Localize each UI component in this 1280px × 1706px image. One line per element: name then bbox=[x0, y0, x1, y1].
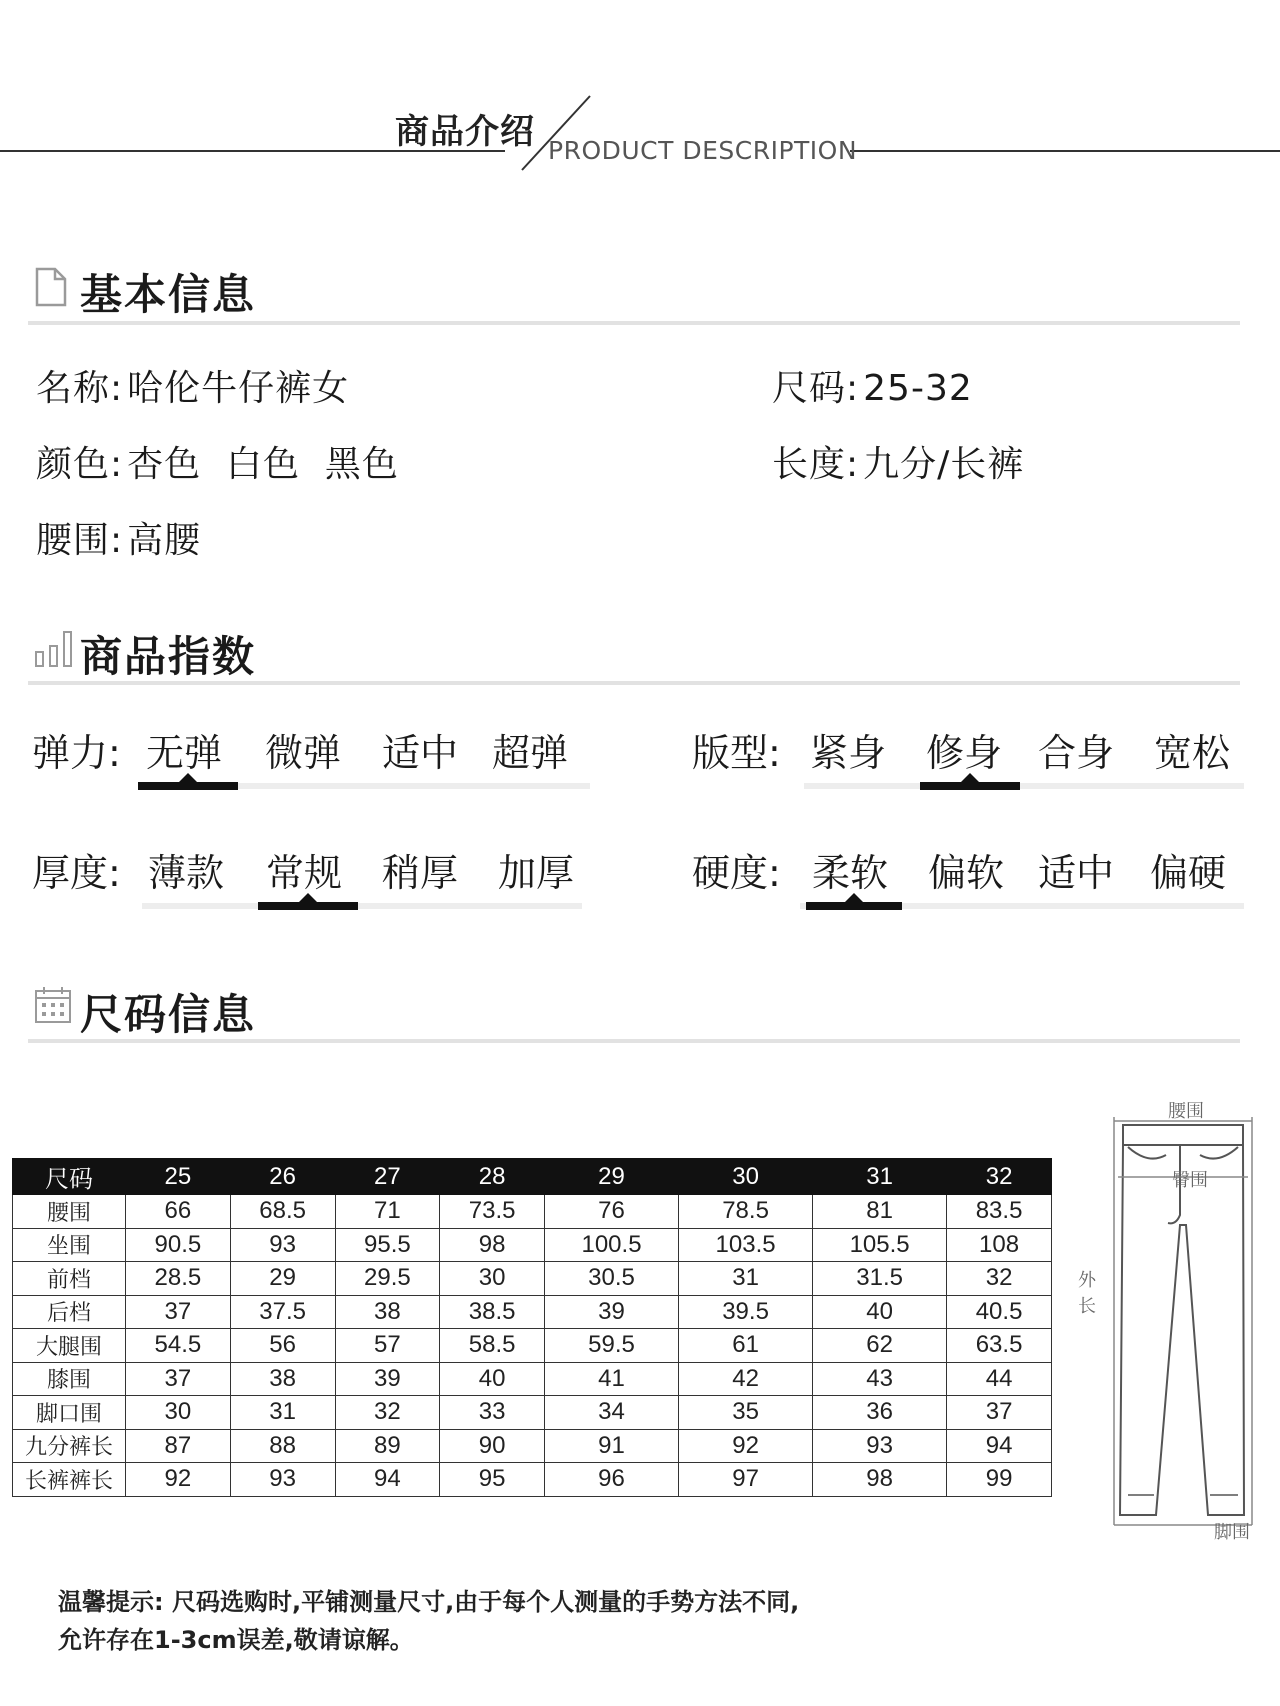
table-cell: 96 bbox=[545, 1463, 679, 1497]
index-option-thickness-2: 稍厚 bbox=[382, 851, 459, 895]
table-cell: 39 bbox=[335, 1362, 440, 1396]
table-row-label: 腰围 bbox=[13, 1195, 126, 1229]
bar-chart-icon bbox=[34, 628, 74, 668]
size-table-header-cell: 27 bbox=[335, 1159, 440, 1195]
table-cell: 57 bbox=[335, 1329, 440, 1363]
table-row bbox=[13, 1429, 1052, 1463]
section-title-basic: 基本信息 bbox=[80, 270, 257, 319]
info-name-value: 哈伦牛仔裤女 bbox=[127, 368, 350, 409]
table-cell: 98 bbox=[813, 1463, 947, 1497]
index-option-fit-1: 修身 bbox=[926, 731, 1003, 775]
info-length-value: 九分/长裤 bbox=[863, 444, 1025, 485]
table-row-label: 膝围 bbox=[13, 1362, 126, 1396]
size-table-header-cell: 26 bbox=[230, 1159, 335, 1195]
table-cell: 37 bbox=[126, 1295, 231, 1329]
table-cell: 93 bbox=[230, 1463, 335, 1497]
tip-line-1: 温馨提示: 尺码选购时,平铺测量尺寸,由于每个人测量的手势方法不同, bbox=[58, 1588, 800, 1616]
section-title-index: 商品指数 bbox=[80, 632, 257, 681]
table-cell: 41 bbox=[545, 1362, 679, 1396]
info-length-label: 长度: bbox=[772, 444, 860, 485]
table-cell: 91 bbox=[545, 1429, 679, 1463]
table-cell: 63.5 bbox=[947, 1329, 1052, 1363]
index-option-thickness-0: 薄款 bbox=[148, 851, 225, 895]
pants-diagram bbox=[1068, 1095, 1273, 1545]
table-cell: 38.5 bbox=[440, 1295, 545, 1329]
index-label-thickness: 厚度: bbox=[32, 851, 121, 895]
index-option-thickness-1: 常规 bbox=[266, 851, 343, 895]
table-row bbox=[13, 1228, 1052, 1262]
table-row bbox=[13, 1295, 1052, 1329]
table-cell: 38 bbox=[230, 1362, 335, 1396]
table-row-label: 脚口围 bbox=[13, 1396, 126, 1430]
document-icon bbox=[34, 266, 68, 308]
table-cell: 39.5 bbox=[679, 1295, 813, 1329]
table-cell: 93 bbox=[230, 1228, 335, 1262]
table-cell: 34 bbox=[545, 1396, 679, 1430]
table-cell: 42 bbox=[679, 1362, 813, 1396]
index-marker-thickness bbox=[258, 902, 358, 910]
index-option-elasticity-1: 微弹 bbox=[265, 731, 342, 775]
index-option-hardness-3: 偏硬 bbox=[1150, 851, 1227, 895]
table-cell: 66 bbox=[126, 1195, 231, 1229]
table-cell: 30 bbox=[440, 1262, 545, 1296]
info-color-label: 颜色: bbox=[36, 444, 124, 485]
table-cell: 43 bbox=[813, 1362, 947, 1396]
index-label-fit: 版型: bbox=[692, 731, 781, 775]
table-cell: 98 bbox=[440, 1228, 545, 1262]
table-row bbox=[13, 1195, 1052, 1229]
table-cell: 37.5 bbox=[230, 1295, 335, 1329]
size-table-header-cell: 31 bbox=[813, 1159, 947, 1195]
table-cell: 83.5 bbox=[947, 1195, 1052, 1229]
diagram-label-hem: 脚围 bbox=[1214, 1522, 1250, 1543]
table-cell: 92 bbox=[679, 1429, 813, 1463]
table-cell: 94 bbox=[947, 1429, 1052, 1463]
size-table bbox=[12, 1158, 1052, 1497]
size-table-header-cell: 25 bbox=[126, 1159, 231, 1195]
index-option-fit-3: 宽松 bbox=[1154, 731, 1231, 775]
table-cell: 28.5 bbox=[126, 1262, 231, 1296]
size-table-header-cell: 32 bbox=[947, 1159, 1052, 1195]
table-cell: 59.5 bbox=[545, 1329, 679, 1363]
table-cell: 40 bbox=[440, 1362, 545, 1396]
table-cell: 40.5 bbox=[947, 1295, 1052, 1329]
table-cell: 61 bbox=[679, 1329, 813, 1363]
index-option-elasticity-3: 超弹 bbox=[492, 731, 569, 775]
info-size bbox=[772, 360, 973, 411]
table-cell: 29.5 bbox=[335, 1262, 440, 1296]
table-cell: 32 bbox=[947, 1262, 1052, 1296]
size-table-header-cell: 30 bbox=[679, 1159, 813, 1195]
table-cell: 58.5 bbox=[440, 1329, 545, 1363]
index-marker-fit bbox=[920, 782, 1020, 790]
table-cell: 37 bbox=[126, 1362, 231, 1396]
table-cell: 31.5 bbox=[813, 1262, 947, 1296]
diagram-label-length-2: 长 bbox=[1078, 1296, 1096, 1317]
table-cell: 97 bbox=[679, 1463, 813, 1497]
index-label-elasticity: 弹力: bbox=[32, 731, 121, 775]
size-table-body bbox=[13, 1195, 1052, 1497]
table-cell: 78.5 bbox=[679, 1195, 813, 1229]
table-row-label: 大腿围 bbox=[13, 1329, 126, 1363]
table-cell: 68.5 bbox=[230, 1195, 335, 1229]
table-cell: 30 bbox=[126, 1396, 231, 1430]
section-title-size: 尺码信息 bbox=[80, 990, 257, 1039]
header-rule-right bbox=[850, 150, 1280, 152]
section-rule-basic bbox=[28, 321, 1240, 325]
info-waist-value: 高腰 bbox=[127, 520, 202, 561]
info-size-label: 尺码: bbox=[772, 368, 860, 409]
table-cell: 32 bbox=[335, 1396, 440, 1430]
table-cell: 73.5 bbox=[440, 1195, 545, 1229]
info-color bbox=[36, 436, 399, 487]
size-table-header-cell: 29 bbox=[545, 1159, 679, 1195]
table-row bbox=[13, 1463, 1052, 1497]
size-table-header-row bbox=[13, 1159, 1052, 1195]
info-color-value: 杏色 白色 黑色 bbox=[127, 444, 399, 485]
diagram-label-waist: 腰围 bbox=[1168, 1101, 1204, 1122]
section-rule-index bbox=[28, 681, 1240, 685]
table-row-label: 后档 bbox=[13, 1295, 126, 1329]
table-cell: 93 bbox=[813, 1429, 947, 1463]
diagram-label-length-1: 外 bbox=[1078, 1270, 1096, 1291]
table-row-label: 长裤裤长 bbox=[13, 1463, 126, 1497]
info-length bbox=[772, 436, 1024, 487]
table-cell: 103.5 bbox=[679, 1228, 813, 1262]
table-cell: 94 bbox=[335, 1463, 440, 1497]
index-option-elasticity-2: 适中 bbox=[382, 731, 459, 775]
header-title-cn: 商品介绍 bbox=[395, 112, 535, 152]
table-cell: 37 bbox=[947, 1396, 1052, 1430]
size-table-header-cell: 28 bbox=[440, 1159, 545, 1195]
table-cell: 105.5 bbox=[813, 1228, 947, 1262]
tip-line-2: 允许存在1-3cm误差,敬请谅解。 bbox=[58, 1626, 414, 1654]
table-row bbox=[13, 1362, 1052, 1396]
table-cell: 44 bbox=[947, 1362, 1052, 1396]
table-cell: 30.5 bbox=[545, 1262, 679, 1296]
table-cell: 95 bbox=[440, 1463, 545, 1497]
table-row-label: 九分裤长 bbox=[13, 1429, 126, 1463]
index-option-hardness-0: 柔软 bbox=[812, 851, 889, 895]
table-cell: 99 bbox=[947, 1463, 1052, 1497]
table-cell: 56 bbox=[230, 1329, 335, 1363]
table-cell: 31 bbox=[230, 1396, 335, 1430]
index-track-thickness bbox=[142, 903, 582, 909]
index-option-hardness-1: 偏软 bbox=[928, 851, 1005, 895]
table-cell: 62 bbox=[813, 1329, 947, 1363]
size-table-header-cell: 尺码 bbox=[13, 1159, 126, 1195]
index-option-elasticity-0: 无弹 bbox=[146, 731, 223, 775]
table-cell: 31 bbox=[679, 1262, 813, 1296]
table-cell: 88 bbox=[230, 1429, 335, 1463]
index-option-fit-0: 紧身 bbox=[810, 731, 887, 775]
index-label-hardness: 硬度: bbox=[692, 851, 781, 895]
table-cell: 54.5 bbox=[126, 1329, 231, 1363]
table-row bbox=[13, 1329, 1052, 1363]
table-cell: 92 bbox=[126, 1463, 231, 1497]
table-cell: 95.5 bbox=[335, 1228, 440, 1262]
table-cell: 81 bbox=[813, 1195, 947, 1229]
index-option-fit-2: 合身 bbox=[1038, 731, 1115, 775]
table-cell: 35 bbox=[679, 1396, 813, 1430]
table-cell: 39 bbox=[545, 1295, 679, 1329]
table-cell: 108 bbox=[947, 1228, 1052, 1262]
index-option-hardness-2: 适中 bbox=[1038, 851, 1115, 895]
table-cell: 38 bbox=[335, 1295, 440, 1329]
table-cell: 90.5 bbox=[126, 1228, 231, 1262]
table-row-label: 前档 bbox=[13, 1262, 126, 1296]
table-row-label: 坐围 bbox=[13, 1228, 126, 1262]
info-waist bbox=[36, 512, 201, 563]
info-name bbox=[36, 360, 349, 411]
table-row bbox=[13, 1262, 1052, 1296]
table-row bbox=[13, 1396, 1052, 1430]
info-waist-label: 腰围: bbox=[36, 520, 124, 561]
table-cell: 76 bbox=[545, 1195, 679, 1229]
index-track-fit bbox=[804, 783, 1244, 789]
info-name-label: 名称: bbox=[36, 368, 124, 409]
header-title-en: PRODUCT DESCRIPTION bbox=[548, 136, 858, 165]
table-cell: 36 bbox=[813, 1396, 947, 1430]
index-option-thickness-3: 加厚 bbox=[498, 851, 575, 895]
index-marker-hardness bbox=[806, 902, 902, 910]
index-marker-elasticity bbox=[138, 782, 238, 790]
table-cell: 87 bbox=[126, 1429, 231, 1463]
table-cell: 89 bbox=[335, 1429, 440, 1463]
table-cell: 71 bbox=[335, 1195, 440, 1229]
section-rule-size bbox=[28, 1039, 1240, 1043]
calendar-icon bbox=[34, 986, 72, 1024]
diagram-label-hip: 臀围 bbox=[1172, 1170, 1208, 1191]
table-cell: 29 bbox=[230, 1262, 335, 1296]
table-cell: 100.5 bbox=[545, 1228, 679, 1262]
table-cell: 40 bbox=[813, 1295, 947, 1329]
table-cell: 90 bbox=[440, 1429, 545, 1463]
info-size-value: 25-32 bbox=[863, 368, 973, 409]
table-cell: 33 bbox=[440, 1396, 545, 1430]
